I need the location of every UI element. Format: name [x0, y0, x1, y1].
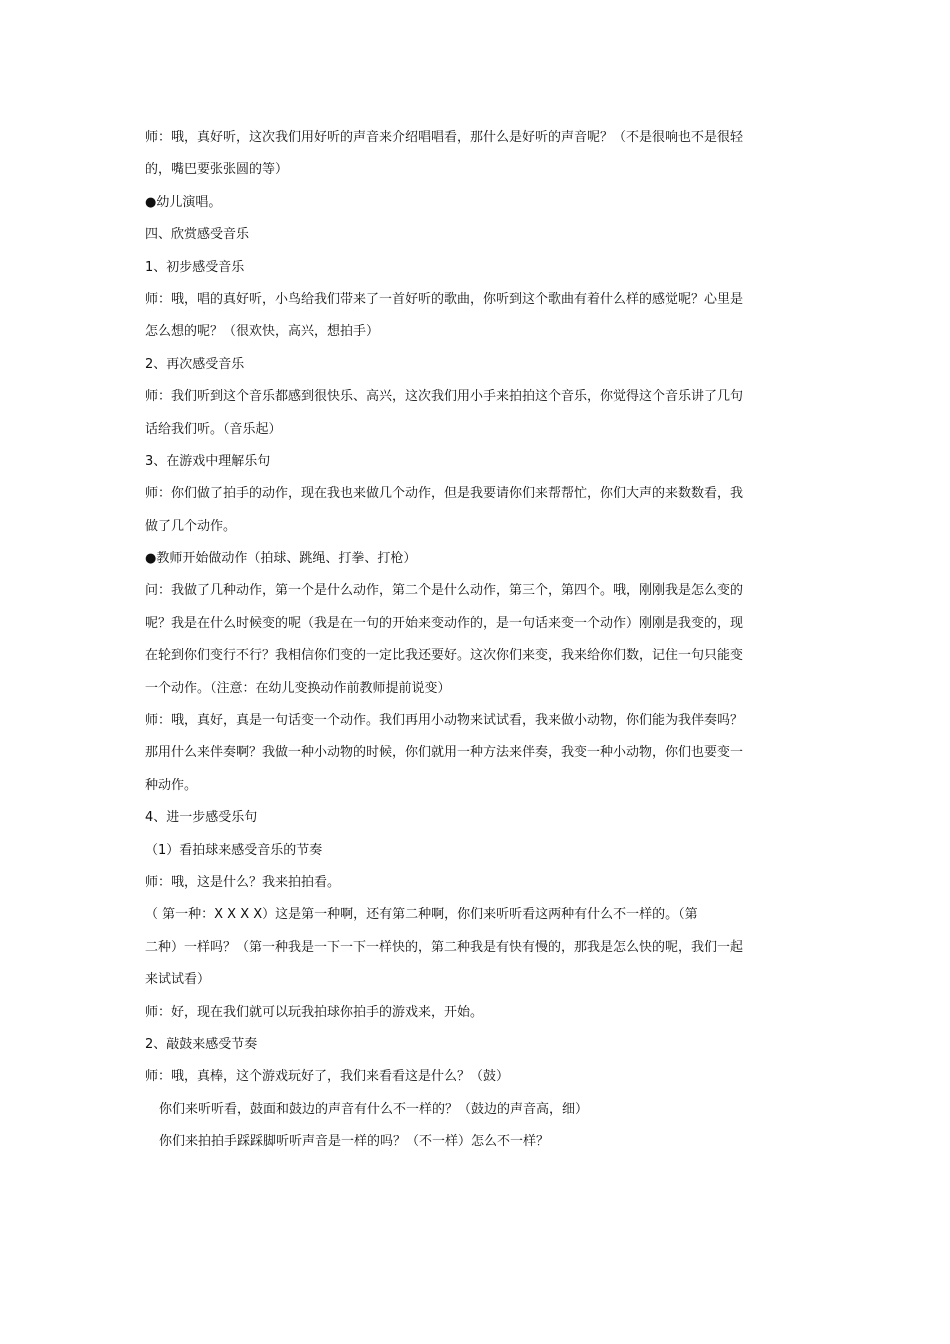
text-line: 师：好，现在我们就可以玩我拍球你拍手的游戏来，开始。: [145, 1004, 484, 1020]
text-line: 的，嘴巴要张张圆的等）: [145, 162, 289, 178]
subsection-heading: 2、敲鼓来感受节奏: [145, 1036, 258, 1052]
text-line: 师：我们听到这个音乐都感到很快乐、高兴，这次我们用小手来拍拍这个音乐，你觉得这个音乐讲了几句: [145, 389, 744, 405]
subsection-heading: 3、在游戏中理解乐句: [145, 453, 271, 469]
text-line: 师：哦，真好，真是一句话变一个动作。我们再用小动物来试试看，我来做小动物，你们能为我伴奏吗？: [145, 713, 744, 729]
text-line: ●教师开始做动作（拍球、跳绳、打拳、打枪）: [145, 551, 417, 567]
text-line: 师：哦，唱的真好听，小鸟给我们带来了一首好听的歌曲，你听到这个歌曲有着什么样的感觉呢？心里是: [145, 291, 744, 307]
text-line: 一个动作。（注意：在幼儿变换动作前教师提前说变）: [145, 680, 451, 696]
text-line: 师：哦，真好听，这次我们用好听的声音来介绍唱唱看，那什么是好听的声音呢？（不是很响也不是很轻: [145, 130, 744, 145]
text-line: 那用什么来伴奏啊？我做一种小动物的时候，你们就用一种方法来伴奏，我变一种小动物，你们也要变一: [145, 745, 744, 761]
subsection-heading: 4、进一步感受乐句: [145, 810, 258, 826]
text-line: 师：你们做了拍手的动作，现在我也来做几个动作，但是我要请你们来帮帮忙，你们大声的来数数看，我: [145, 486, 744, 502]
text-line: 做了几个动作。: [145, 518, 237, 534]
text-line: （ 第一种：X X X X）这是第一种啊，还有第二种啊，你们来听听看这两种有什么不一样的。（第: [145, 907, 698, 923]
text-line: 问：我做了几种动作，第一个是什么动作，第二个是什么动作，第三个，第四个。哦，刚刚我是怎么变的: [145, 583, 744, 599]
text-line: （1）看拍球来感受音乐的节奏: [145, 842, 323, 858]
text-line: 师：哦，这是什么？我来拍拍看。: [145, 874, 341, 890]
text-line: 种动作。: [145, 777, 198, 793]
text-line: 二种）一样吗？（第一种我是一下一下一样快的，第二种我是有快有慢的，那我是怎么快的呢，我们一起: [145, 939, 744, 955]
text-line: 你们来听听看，鼓面和鼓边的声音有什么不一样的？（鼓边的声音高，细）: [159, 1101, 589, 1117]
text-line: 你们来拍拍手踩踩脚听听声音是一样的吗？（不一样）怎么不一样？: [159, 1134, 550, 1150]
text-line: 话给我们听。（音乐起）: [145, 421, 282, 437]
document-body: [145, 122, 810, 1159]
text-line: 呢？我是在什么时候变的呢（我是在一句的开始来变动作的，是一句话来变一个动作）刚刚是我变的，现: [145, 615, 744, 631]
section-heading: 四、欣赏感受音乐: [145, 227, 250, 243]
text-line: 怎么想的呢？（很欢快，高兴，想拍手）: [145, 324, 380, 340]
subsection-heading: 2、再次感受音乐: [145, 356, 245, 372]
text-line: 来试试看）: [145, 972, 211, 988]
text-line: ●幼儿演唱。: [145, 194, 222, 210]
subsection-heading: 1、初步感受音乐: [145, 259, 245, 275]
text-line: 师：哦，真棒，这个游戏玩好了，我们来看看这是什么？（鼓）: [145, 1069, 510, 1085]
text-line: 在轮到你们变行不行？我相信你们变的一定比我还要好。这次你们来变，我来给你们数，记住一句只能变: [145, 648, 744, 664]
